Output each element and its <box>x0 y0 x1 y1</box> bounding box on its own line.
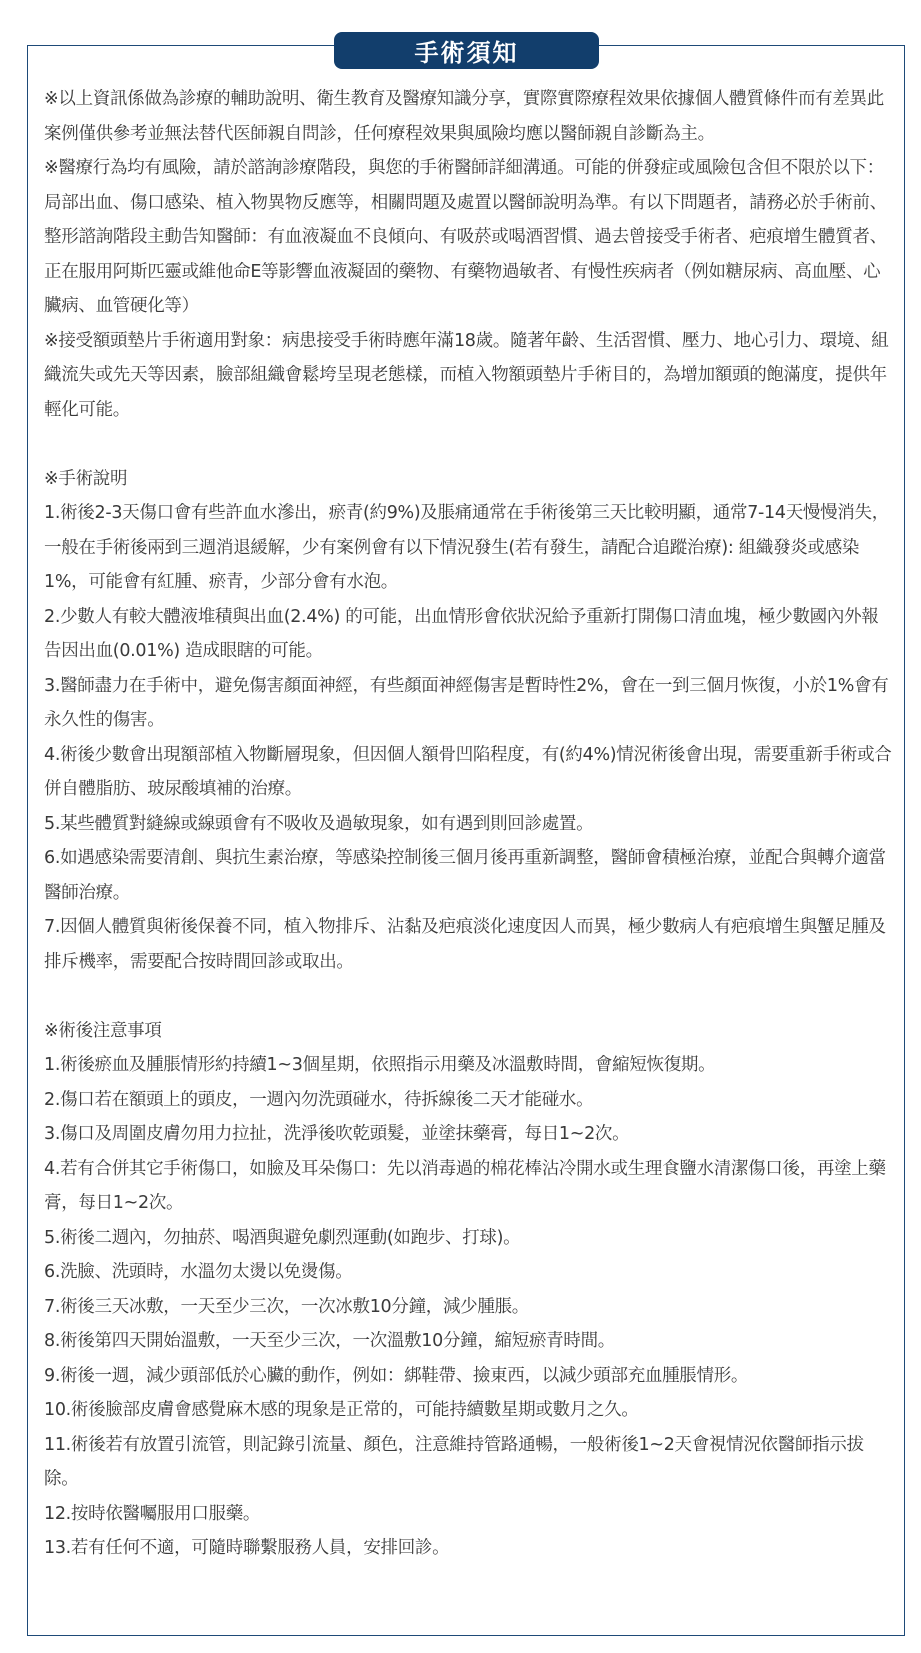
eligibility-paragraph: ※接受額頭墊片手術適用對象：病患接受手術時應年滿18歲。隨著年齡、生活習慣、壓力、地心引力、環境、組織流失或先天等因素，臉部組織會鬆垮呈現老態樣，而植入物額頭墊片手術目的，為增加額頭的飽滿度，提供年輕化可能。 <box>44 330 889 420</box>
aftercare-item: 7.術後三天冰敷，一天至少三次，一次冰敷10分鐘，減少腫脹。 <box>44 1296 529 1317</box>
aftercare-item: 4.若有合併其它手術傷口，如臉及耳朵傷口：先以消毒過的棉花棒沾冷開水或生理食鹽水清潔傷口後，再塗上藥膏，每日1~2次。 <box>44 1158 886 1213</box>
surgery-item: 2.少數人有較大體液堆積與出血(2.4%) 的可能，出血情形會依狀況給予重新打開傷口清血塊，極少數國內外報告因出血(0.01%) 造成眼瞎的可能。 <box>44 606 879 661</box>
surgery-item: 1.術後2-3天傷口會有些許血水滲出，瘀青(約9%)及脹痛通常在手術後第三天比較明顯，通常7-14天慢慢消失，一般在手術後兩到三週消退緩解，少有案例會有以下情況發生(若有發生，請配合追蹤治療): 組織發炎或感染1%，可能會有紅腫、瘀青，少部分會有水泡。 <box>44 503 889 592</box>
aftercare-item: 8.術後第四天開始溫敷，一天至少三次，一次溫敷10分鐘，縮短瘀青時間。 <box>44 1331 615 1351</box>
aftercare-item: 9.術後一週，減少頭部低於心臟的動作，例如：綁鞋帶、撿東西，以減少頭部充血腫脹情形。 <box>44 1365 749 1386</box>
surgery-item: 3.醫師盡力在手術中，避免傷害顏面神經，有些顏面神經傷害是暫時性2%，會在一到三個月恢復，小於1%會有永久性的傷害。 <box>44 675 889 730</box>
aftercare-item: 3.傷口及周圍皮膚勿用力拉扯，洗淨後吹乾頭髮，並塗抹藥膏，每日1~2次。 <box>44 1124 630 1144</box>
risk-paragraph: ※醫療行為均有風險，請於諮詢診療階段，與您的手術醫師詳細溝通。可能的併發症或風險包含但不限於以下：局部出血、傷口感染、植入物異物反應等，相關問題及處置以醫師說明為準。有以下問題者，請務必於手術前、整形諮詢階段主動告知醫師：有血液凝血不良傾向、有吸菸或喝酒習慣、過去曾接受手術者、疤痕增生體質者、正在服用阿斯匹靈或維他命E等影響血液凝固的藥物、有藥物過敏者、有慢性疾病者（例如糖尿病、高血壓、心臟病、血管硬化等） <box>44 158 887 316</box>
disclaimer-paragraph: ※以上資訊係做為診療的輔助說明、衛生教育及醫療知識分享，實際實際療程效果依據個人體質條件而有差異此案例僅供參考並無法替代医師親自問診，任何療程效果與風險均應以醫師親自診斷為主。 <box>44 89 884 144</box>
aftercare-item: 5.術後二週內，勿抽菸、喝酒與避免劇烈運動(如跑步、打球)。 <box>44 1227 521 1248</box>
spacer <box>44 979 892 1014</box>
aftercare-item: 6.洗臉、洗頭時，水溫勿太燙以免燙傷。 <box>44 1262 353 1282</box>
surgery-item: 4.術後少數會出現額部植入物斷層現象，但因個人額骨凹陷程度，有(約4%)情況術後會出現，需要重新手術或合併自體脂肪、玻尿酸填補的治療。 <box>44 744 892 799</box>
page-title: 手術須知 <box>334 32 599 69</box>
aftercare-item: 11.術後若有放置引流管，則記錄引流量、顏色，注意維持管路通暢，一般術後1~2天會視情況依醫師指示拔除。 <box>44 1434 864 1489</box>
surgery-item: 7.因個人體質與術後保養不同，植入物排斥、沾黏及疤痕淡化速度因人而異，極少數病人有疤痕增生與蟹足腫及排斥機率，需要配合按時間回診或取出。 <box>44 917 886 972</box>
aftercare-section-heading: ※術後注意事項 <box>44 1020 162 1041</box>
aftercare-item: 2.傷口若在額頭上的頭皮，一週內勿洗頭碰水，待拆線後二天才能碰水。 <box>44 1089 594 1110</box>
aftercare-item: 1.術後瘀血及腫脹情形約持續1~3個星期，依照指示用藥及冰溫敷時間，會縮短恢復期。 <box>44 1055 716 1075</box>
surgery-item: 6.如遇感染需要清創、與抗生素治療，等感染控制後三個月後再重新調整，醫師會積極治療，並配合與轉介適當醫師治療。 <box>44 848 886 903</box>
surgery-item: 5.某些體質對縫線或線頭會有不吸收及過敏現象，如有遇到則回診處置。 <box>44 813 594 834</box>
spacer <box>44 427 892 462</box>
aftercare-item: 12.按時依醫囑服用口服藥。 <box>44 1503 261 1524</box>
surgery-section-heading: ※手術說明 <box>44 468 128 489</box>
notice-content <box>44 82 892 1566</box>
aftercare-item: 10.術後臉部皮膚會感覺麻木感的現象是正常的，可能持續數星期或數月之久。 <box>44 1400 639 1420</box>
aftercare-item: 13.若有任何不適，可隨時聯繫服務人員，安排回診。 <box>44 1538 450 1558</box>
